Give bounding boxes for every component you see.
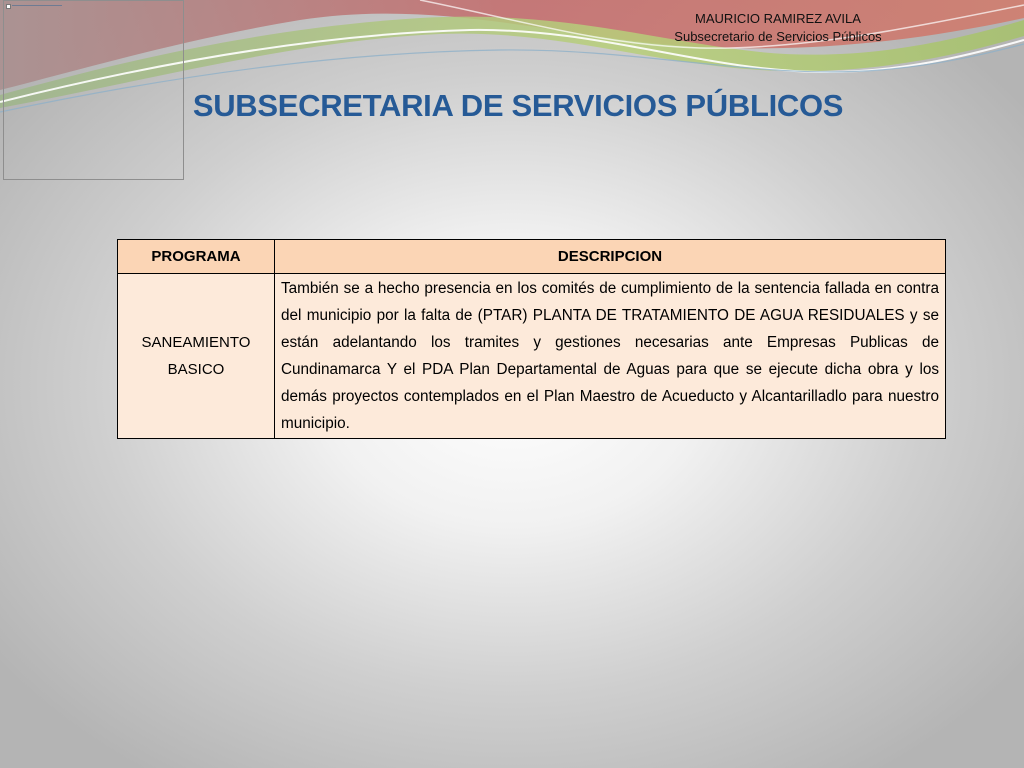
program-table xyxy=(117,239,946,439)
author-role: Subsecretario de Servicios Públicos xyxy=(674,29,882,44)
slide-title: SUBSECRETARIA DE SERVICIOS PÚBLICOS xyxy=(192,88,844,123)
table-row xyxy=(118,274,946,439)
thumbnail-line xyxy=(12,5,62,6)
programa-cell: SANEAMIENTO BASICO xyxy=(118,274,275,439)
author-block xyxy=(600,10,956,46)
header-programa: PROGRAMA xyxy=(118,240,275,274)
header-descripcion: DESCRIPCION xyxy=(275,240,946,274)
descripcion-cell: También se a hecho presencia en los comités de cumplimiento de la sentencia fallada en contra del municipio por la falta de (PTAR) PLANTA DE TRATAMIENTO DE AGUA RESIDUALES y se están adelantando los tramites y gestiones necesarias ante Empresas Publicas de Cundinamarca Y el PDA Plan Departamental de Aguas para que se ejecute dicha obra y los demás proyectos contemplados en el Plan Maestro de Acueducto y Alcantarilladlo para nuestro municipio. xyxy=(275,274,946,439)
table-header-row xyxy=(118,240,946,274)
author-name: MAURICIO RAMIREZ AVILA xyxy=(695,11,861,26)
thumbnail-icon xyxy=(6,4,11,9)
